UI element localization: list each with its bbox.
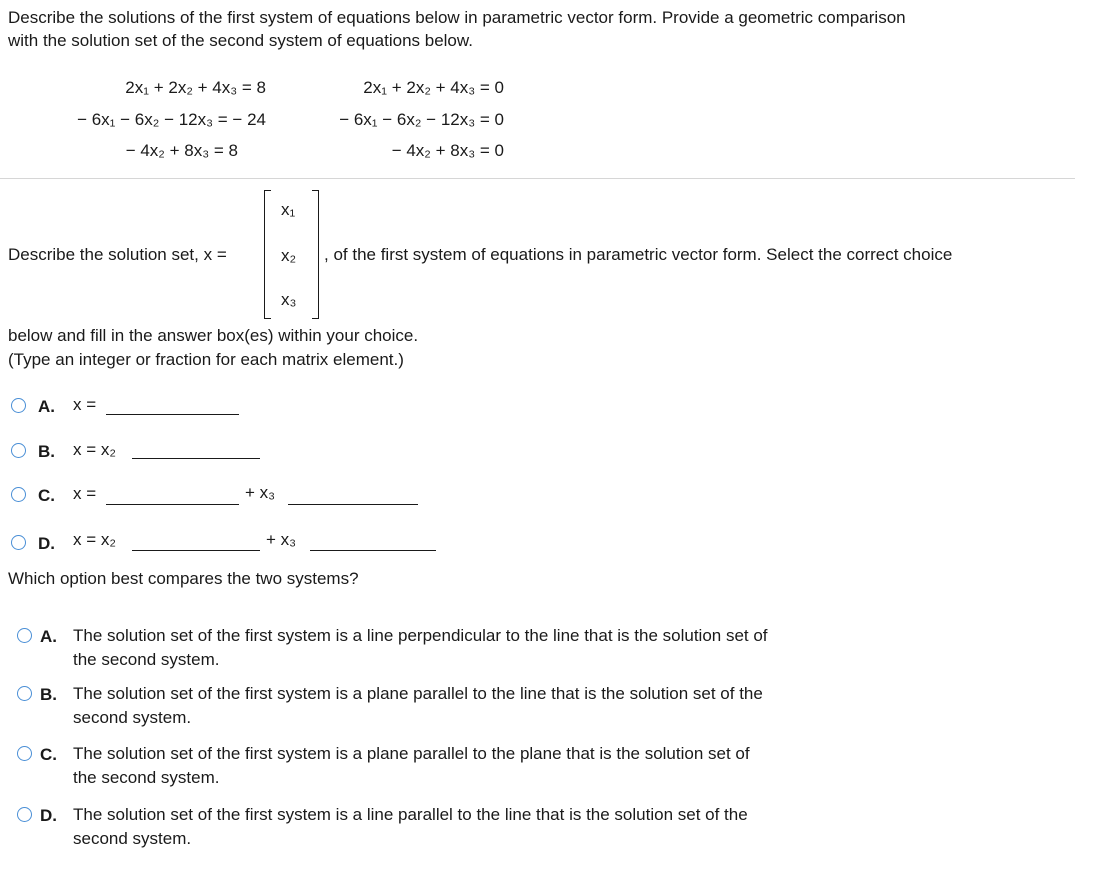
part2-option-c-radio[interactable] [17,746,32,761]
part2-option-d-letter: D. [40,806,57,825]
part1-option-a-letter: A. [38,397,55,416]
part1-option-c-letter: C. [38,486,55,505]
part2-option-a-text [73,624,768,672]
part2-option-a-line2: the second system. [73,650,220,669]
question-line-1: Describe the solutions of the first system of equations below in parametric vector form. Provide a geometric comparison [8,8,906,27]
question-text [8,6,906,52]
part1-option-c-plus: + x₃ [245,483,276,502]
part1-option-d-answer-box-1[interactable] [132,550,260,551]
part2-option-b-text [73,682,763,730]
part2-option-d-line2: second system. [73,829,192,848]
part1-prefix: Describe the solution set, x = [8,245,227,264]
part1-option-b-expr: x = x₂ [73,440,116,459]
part2-option-c-letter: C. [40,745,57,764]
part1-option-a-answer-box[interactable] [106,414,239,415]
part1-option-b-radio[interactable] [11,443,26,458]
vector-right-bracket [312,190,319,319]
part2-option-a-radio[interactable] [17,628,32,643]
part2-question: Which option best compares the two systems? [8,569,359,588]
part1-option-b-letter: B. [38,442,55,461]
part1-option-c-radio[interactable] [11,487,26,502]
part1-option-b-answer-box[interactable] [132,458,260,459]
part2-option-c-line2: the second system. [73,768,220,787]
part1-instruction: below and fill in the answer box(es) within your choice. [8,326,419,345]
part1-type-hint: (Type an integer or fraction for each matrix element.) [8,350,404,369]
part1-option-c-expr: x = [73,484,97,503]
system2-eq3: − 4x₂ + 8x₃ = 0 [391,141,504,160]
vector-x3: x₃ [281,290,297,309]
part2-option-d-radio[interactable] [17,807,32,822]
vector-x2: x₂ [281,246,297,265]
part1-option-c-answer-box-1[interactable] [106,504,239,505]
part1-option-a-expr: x = [73,395,97,414]
part1-option-c-answer-box-2[interactable] [288,504,418,505]
vector-x1: x₁ [281,200,296,219]
part2-option-a-letter: A. [40,627,57,646]
part2-option-d-text [73,803,748,851]
system1-eq2: − 6x₁ − 6x₂ − 12x₃ = − 24 [77,110,266,129]
part1-option-d-radio[interactable] [11,535,26,550]
system2-eq2: − 6x₁ − 6x₂ − 12x₃ = 0 [339,110,504,129]
question-line-2: with the solution set of the second system of equations below. [8,31,473,50]
part1-option-d-plus: + x₃ [266,530,297,549]
part1-option-d-answer-box-2[interactable] [310,550,436,551]
part1-option-d-letter: D. [38,534,55,553]
part2-option-b-letter: B. [40,685,57,704]
system1-eq3: − 4x₂ + 8x₃ = 8 [125,141,238,160]
part1-option-a-radio[interactable] [11,398,26,413]
part2-option-b-line2: second system. [73,708,192,727]
part2-option-c-line1: The solution set of the first system is a plane parallel to the plane that is the solution set of [73,744,750,763]
section-divider [0,178,1075,179]
part2-option-d-line1: The solution set of the first system is a line parallel to the line that is the solution set of the [73,805,748,824]
part2-option-a-line1: The solution set of the first system is a line perpendicular to the line that is the solution set of [73,626,768,645]
part2-option-c-text [73,742,750,790]
system2-eq1: 2x₁ + 2x₂ + 4x₃ = 0 [363,78,504,97]
part1-suffix: , of the first system of equations in parametric vector form. Select the correct choice [324,245,953,264]
part1-option-d-expr: x = x₂ [73,530,116,549]
vector-left-bracket [264,190,271,319]
system1-eq1: 2x₁ + 2x₂ + 4x₃ = 8 [125,78,266,97]
part2-option-b-radio[interactable] [17,686,32,701]
part2-option-b-line1: The solution set of the first system is a plane parallel to the line that is the solution set of the [73,684,763,703]
